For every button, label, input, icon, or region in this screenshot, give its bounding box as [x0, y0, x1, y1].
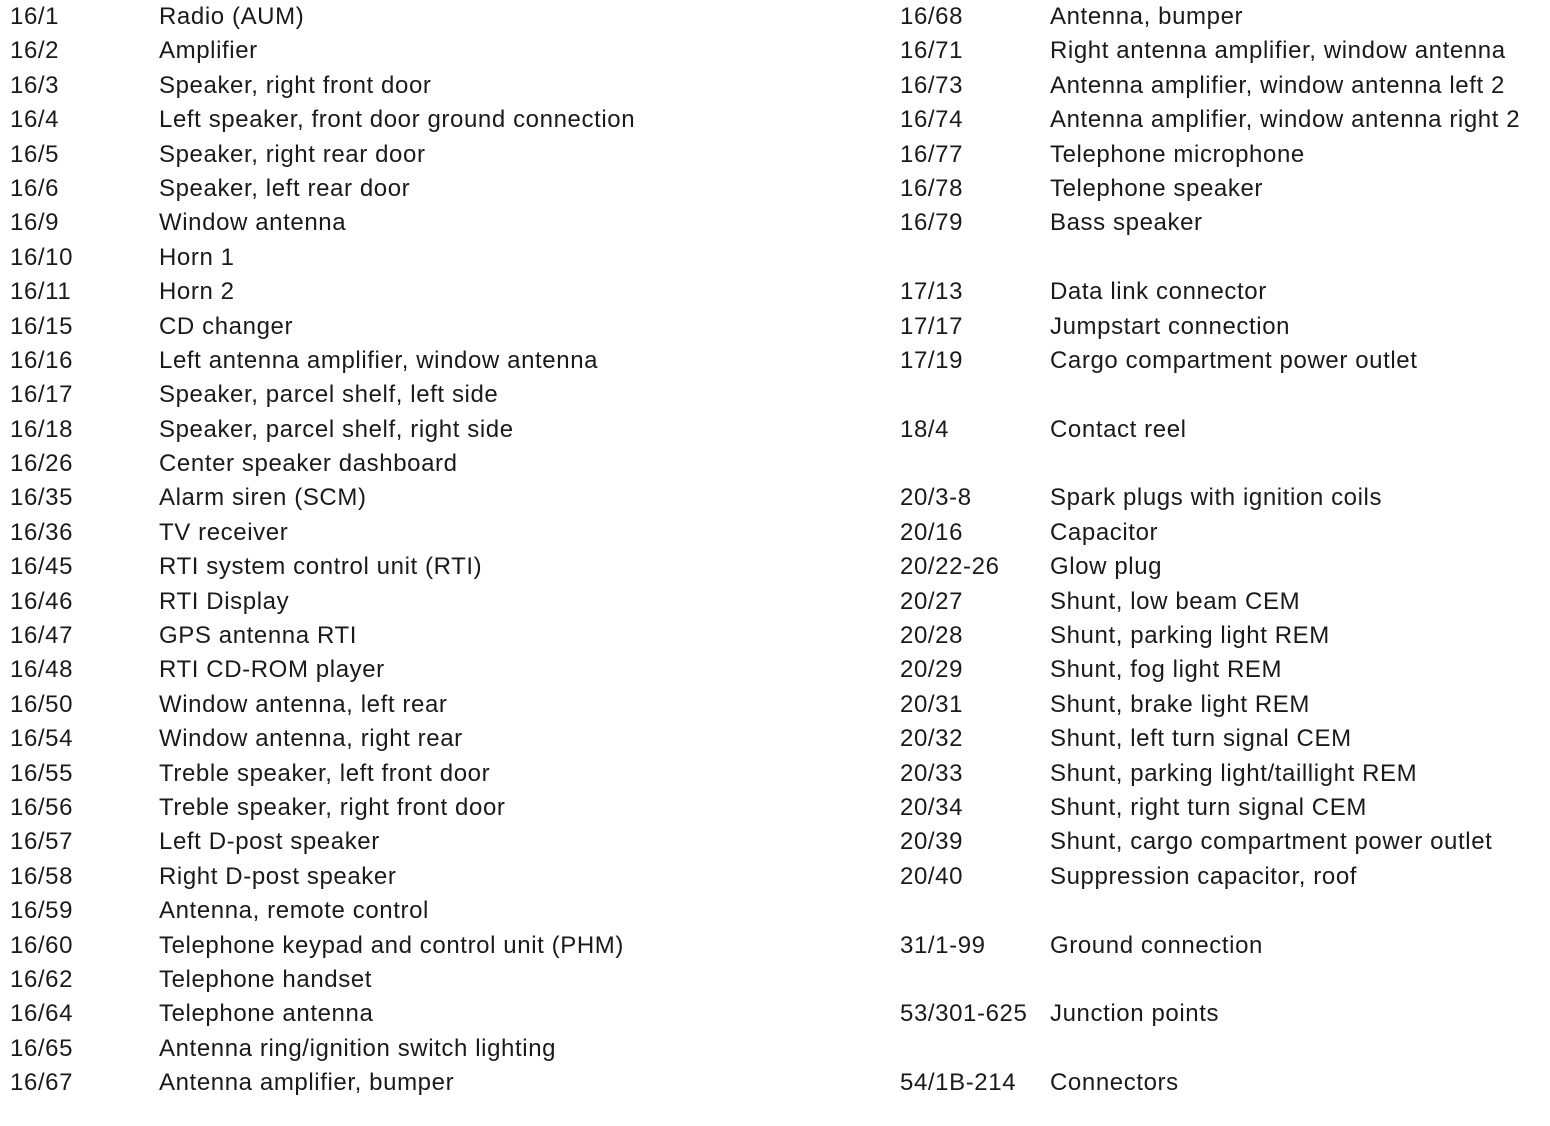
component-code: 16/62 — [10, 965, 74, 993]
component-description: Antenna amplifier, bumper — [159, 1069, 455, 1097]
component-row — [900, 138, 1545, 172]
component-description: RTI CD-ROM player — [159, 656, 385, 684]
component-description: Shunt, fog light REM — [1050, 656, 1283, 684]
component-description: Telephone microphone — [1050, 140, 1305, 168]
component-code: 16/50 — [10, 690, 74, 718]
component-row — [900, 206, 1545, 240]
component-description: Telephone speaker — [1050, 174, 1264, 202]
component-code: 16/57 — [10, 828, 74, 856]
component-row — [900, 929, 1545, 963]
component-code: 16/6 — [10, 174, 60, 202]
component-row — [900, 103, 1545, 137]
component-code: 20/33 — [900, 759, 964, 787]
component-code: 16/79 — [900, 209, 964, 237]
component-row — [10, 619, 870, 653]
component-code: 20/31 — [900, 690, 964, 718]
component-description: Antenna, bumper — [1050, 3, 1244, 30]
component-code: 54/1B-214 — [900, 1069, 1017, 1097]
component-description: CD changer — [159, 312, 294, 340]
left-column — [10, 0, 870, 1101]
component-code: 16/4 — [10, 106, 60, 134]
component-row — [900, 1066, 1545, 1100]
component-code: 16/64 — [10, 1000, 74, 1028]
component-row — [10, 757, 870, 791]
component-code: 16/60 — [10, 931, 74, 959]
component-row — [10, 447, 870, 481]
spacer-row — [900, 894, 1545, 928]
component-code: 17/13 — [900, 278, 964, 306]
component-row — [10, 413, 870, 447]
component-code: 16/17 — [10, 381, 74, 409]
component-description: Telephone keypad and control unit (PHM) — [159, 931, 624, 959]
component-description: Telephone antenna — [159, 1000, 374, 1028]
component-description: Left antenna amplifier, window antenna — [159, 346, 599, 374]
component-description: Left D-post speaker — [159, 828, 380, 856]
component-code: 20/34 — [900, 793, 964, 821]
component-code: 16/55 — [10, 759, 74, 787]
right-column — [900, 0, 1545, 1101]
component-row — [900, 757, 1545, 791]
component-description: Data link connector — [1050, 278, 1267, 306]
component-code: 16/10 — [10, 243, 74, 271]
component-description: Radio (AUM) — [159, 3, 305, 30]
component-description: TV receiver — [159, 518, 289, 546]
component-row — [10, 1032, 870, 1066]
component-description: Speaker, parcel shelf, right side — [159, 415, 514, 443]
component-row — [900, 585, 1545, 619]
component-description: Shunt, left turn signal CEM — [1050, 725, 1352, 753]
component-description: Speaker, right rear door — [159, 140, 426, 168]
component-row — [10, 791, 870, 825]
component-row — [10, 550, 870, 584]
component-code: 20/39 — [900, 828, 964, 856]
component-row — [900, 34, 1545, 68]
component-description: Shunt, parking light/taillight REM — [1050, 759, 1418, 787]
component-row — [900, 860, 1545, 894]
component-description: Antenna amplifier, window antenna right 2 — [1050, 106, 1521, 134]
component-row — [10, 378, 870, 412]
component-description: Alarm siren (SCM) — [159, 484, 367, 512]
component-description: Antenna amplifier, window antenna left 2 — [1050, 71, 1505, 99]
component-row — [900, 653, 1545, 687]
component-code: 18/4 — [900, 415, 950, 443]
component-row — [900, 791, 1545, 825]
component-description: Treble speaker, left front door — [159, 759, 491, 787]
component-code: 16/68 — [900, 3, 964, 30]
component-description: Horn 1 — [159, 243, 235, 271]
component-description: Spark plugs with ignition coils — [1050, 484, 1383, 512]
component-row — [10, 929, 870, 963]
component-row — [900, 516, 1545, 550]
component-code: 16/67 — [10, 1069, 74, 1097]
component-code: 20/29 — [900, 656, 964, 684]
component-description: Cargo compartment power outlet — [1050, 346, 1418, 374]
component-description: Horn 2 — [159, 278, 235, 306]
component-row — [900, 69, 1545, 103]
component-code: 16/15 — [10, 312, 74, 340]
component-code: 20/22-26 — [900, 553, 1000, 581]
component-row — [10, 34, 870, 68]
component-code: 16/26 — [10, 450, 74, 478]
component-description: Center speaker dashboard — [159, 450, 458, 478]
component-description: Suppression capacitor, roof — [1050, 862, 1358, 890]
component-description: Shunt, cargo compartment power outlet — [1050, 828, 1493, 856]
component-code: 16/9 — [10, 209, 60, 237]
component-description: Bass speaker — [1050, 209, 1203, 237]
component-code: 16/73 — [900, 71, 964, 99]
component-row — [10, 585, 870, 619]
component-code: 16/74 — [900, 106, 964, 134]
component-description: RTI system control unit (RTI) — [159, 553, 483, 581]
component-description: RTI Display — [159, 587, 290, 615]
component-row — [10, 722, 870, 756]
component-code: 16/16 — [10, 346, 74, 374]
spacer-row — [900, 1032, 1545, 1066]
component-row — [900, 550, 1545, 584]
component-row — [10, 275, 870, 309]
component-row — [10, 688, 870, 722]
component-description: Shunt, right turn signal CEM — [1050, 793, 1367, 821]
component-code: 16/1 — [10, 3, 60, 30]
component-row — [900, 619, 1545, 653]
component-description: Junction points — [1050, 1000, 1220, 1028]
component-row — [900, 172, 1545, 206]
component-code: 16/59 — [10, 897, 74, 925]
component-row — [10, 241, 870, 275]
component-code: 20/32 — [900, 725, 964, 753]
component-code: 16/36 — [10, 518, 74, 546]
component-description: Ground connection — [1050, 931, 1264, 959]
component-row — [10, 1066, 870, 1100]
component-code: 16/65 — [10, 1034, 74, 1062]
component-description: Right D-post speaker — [159, 862, 397, 890]
component-code: 16/56 — [10, 793, 74, 821]
component-description: Window antenna, left rear — [159, 690, 448, 718]
component-row — [10, 310, 870, 344]
component-code: 16/58 — [10, 862, 74, 890]
component-row — [10, 516, 870, 550]
component-code: 16/46 — [10, 587, 74, 615]
component-row — [900, 413, 1545, 447]
component-row — [10, 344, 870, 378]
component-description: Contact reel — [1050, 415, 1187, 443]
component-description: Right antenna amplifier, window antenna — [1050, 37, 1506, 65]
component-row — [10, 963, 870, 997]
component-description: Jumpstart connection — [1050, 312, 1291, 340]
component-row — [10, 653, 870, 687]
component-description: Window antenna — [159, 209, 347, 237]
component-description: Speaker, left rear door — [159, 174, 411, 202]
spacer-row — [900, 241, 1545, 275]
component-description: Antenna, remote control — [159, 897, 429, 925]
component-description: Shunt, parking light REM — [1050, 622, 1330, 650]
component-code: 20/16 — [900, 518, 964, 546]
component-row — [900, 722, 1545, 756]
component-code: 16/5 — [10, 140, 60, 168]
spacer-row — [900, 963, 1545, 997]
component-description: Left speaker, front door ground connection — [159, 106, 636, 134]
component-code: 16/54 — [10, 725, 74, 753]
component-code: 20/28 — [900, 622, 964, 650]
component-row — [900, 997, 1545, 1031]
component-description: Glow plug — [1050, 553, 1163, 581]
component-description: Window antenna, right rear — [159, 725, 463, 753]
component-code: 16/35 — [10, 484, 74, 512]
component-row — [10, 481, 870, 515]
component-code: 16/11 — [10, 278, 72, 306]
component-row — [10, 997, 870, 1031]
component-code: 53/301-625 — [900, 1000, 1028, 1028]
component-description: Capacitor — [1050, 518, 1159, 546]
component-row — [10, 172, 870, 206]
component-code: 16/78 — [900, 174, 964, 202]
component-row — [900, 0, 1545, 34]
component-code: 17/19 — [900, 346, 964, 374]
component-row — [900, 481, 1545, 515]
component-description: GPS antenna RTI — [159, 622, 357, 650]
component-row — [900, 825, 1545, 859]
component-code: 20/27 — [900, 587, 964, 615]
spacer-row — [900, 378, 1545, 412]
component-description: Treble speaker, right front door — [159, 793, 506, 821]
component-row — [10, 103, 870, 137]
component-row — [10, 860, 870, 894]
component-code: 16/18 — [10, 415, 74, 443]
component-row — [10, 894, 870, 928]
component-code: 16/48 — [10, 656, 74, 684]
component-description: Speaker, parcel shelf, left side — [159, 381, 499, 409]
component-description: Shunt, low beam CEM — [1050, 587, 1301, 615]
component-row — [900, 688, 1545, 722]
component-row — [10, 206, 870, 240]
component-description: Speaker, right front door — [159, 71, 432, 99]
component-code: 16/47 — [10, 622, 74, 650]
component-code: 16/2 — [10, 37, 60, 65]
component-description: Amplifier — [159, 37, 258, 65]
component-row — [900, 344, 1545, 378]
component-code: 16/3 — [10, 71, 60, 99]
component-code: 20/40 — [900, 862, 964, 890]
component-code: 16/77 — [900, 140, 964, 168]
component-row — [10, 138, 870, 172]
component-description: Shunt, brake light REM — [1050, 690, 1310, 718]
component-row — [10, 825, 870, 859]
component-row — [900, 275, 1545, 309]
component-row — [10, 0, 870, 34]
component-code: 31/1-99 — [900, 931, 986, 959]
component-description: Antenna ring/ignition switch lighting — [159, 1034, 557, 1062]
spacer-row — [900, 447, 1545, 481]
component-code: 17/17 — [900, 312, 964, 340]
component-description: Connectors — [1050, 1069, 1179, 1097]
component-code: 16/45 — [10, 553, 74, 581]
component-code: 16/71 — [900, 37, 964, 65]
component-code: 20/3-8 — [900, 484, 972, 512]
component-row — [900, 310, 1545, 344]
component-description: Telephone handset — [159, 965, 373, 993]
component-row — [10, 69, 870, 103]
